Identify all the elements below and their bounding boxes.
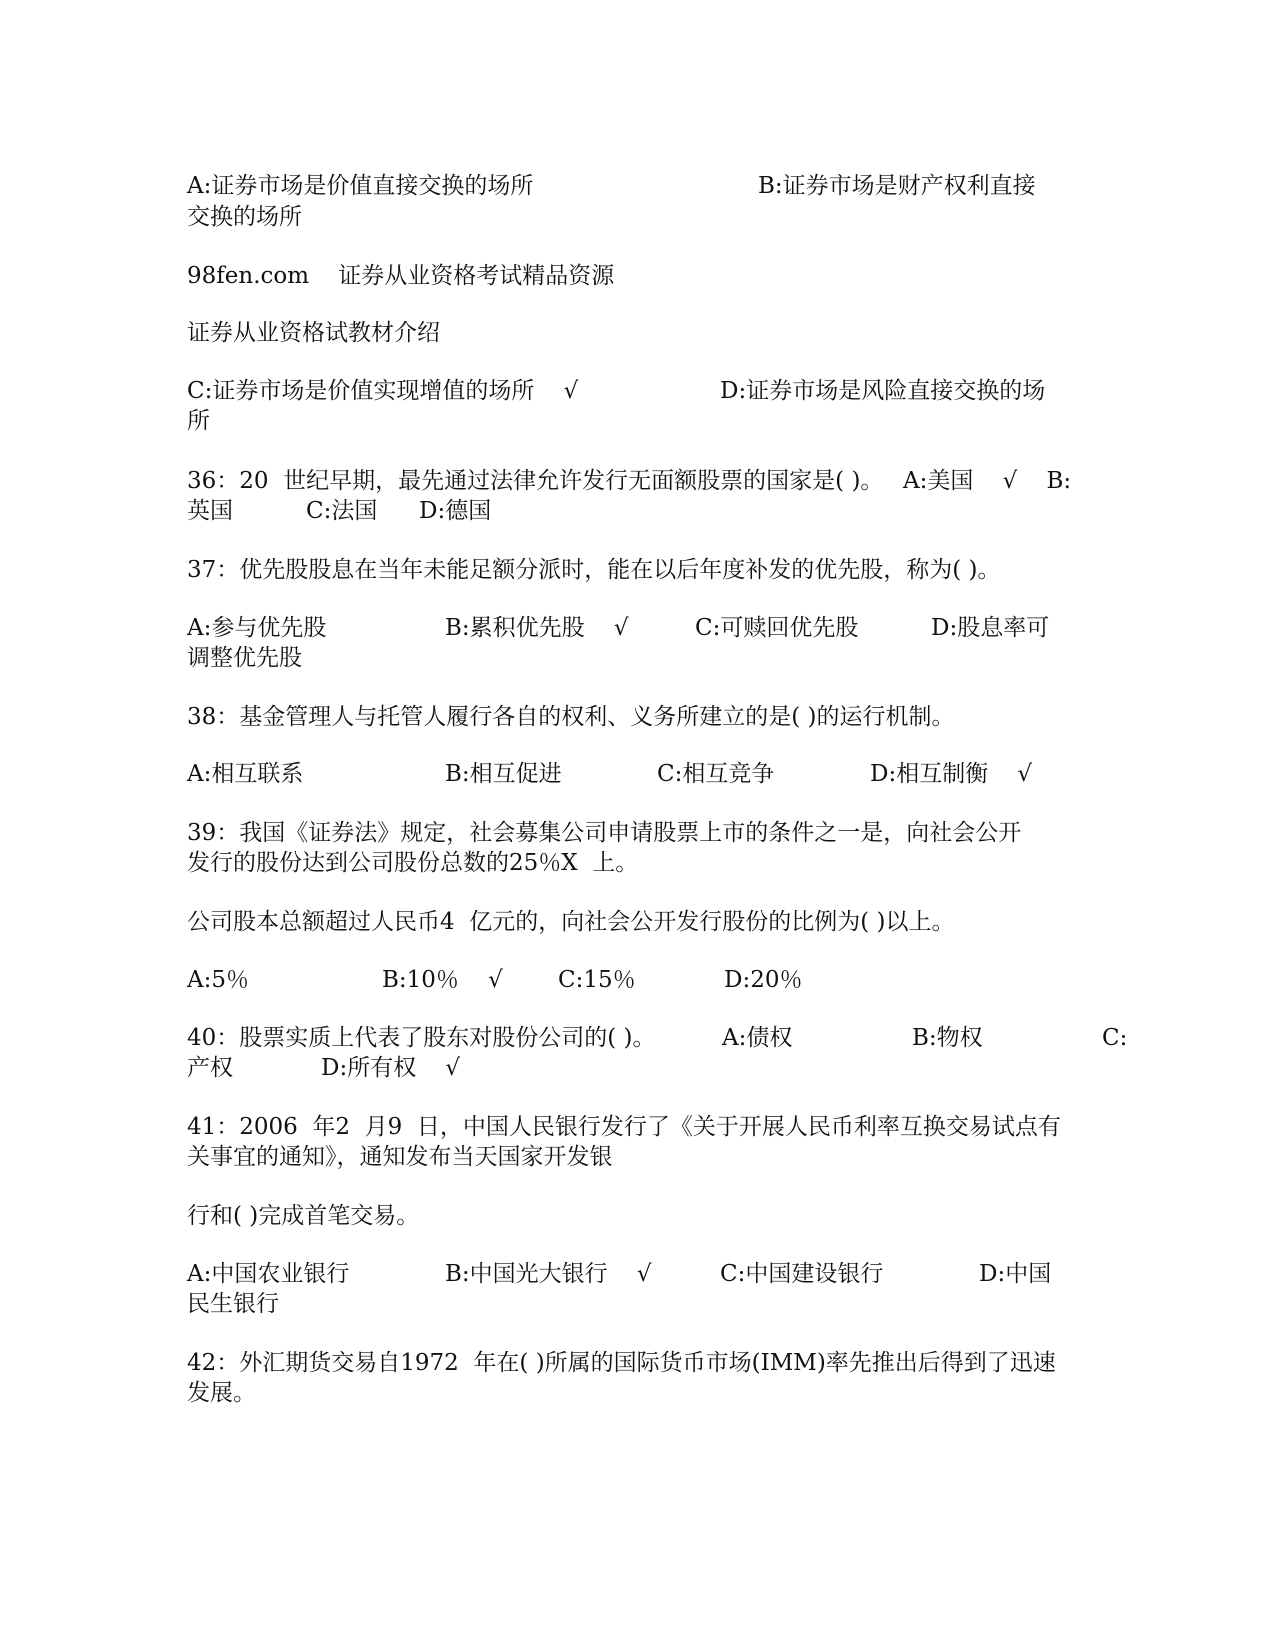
option-b-continued: 交换的场所 (187, 204, 302, 230)
option-c-continued: 产权 (187, 1055, 233, 1081)
question-text-continued: 发展。 (187, 1380, 256, 1406)
option-a: A:5％ (187, 967, 249, 993)
question-text-continued: 公司股本总额超过人民币4 亿元的，向社会公开发行股份的比例为( )以上。 (187, 909, 955, 935)
question-text: 40：股票实质上代表了股东对股份公司的( )。 (187, 1025, 656, 1051)
option-c: C:法国 (306, 498, 378, 524)
option-d: D:20％ (724, 967, 803, 993)
option-b: B:证券市场是财产权利直接 (758, 173, 1036, 199)
option-a: A:参与优先股 (187, 615, 327, 641)
option-d: D:证券市场是风险直接交换的场 (720, 378, 1046, 404)
question-text: 42：外汇期货交易自1972 年在( )所属的国际货币市场(IMM)率先推出后得到了迅速 (187, 1350, 1056, 1376)
option-b: B:中国光大银行 √ (445, 1261, 652, 1287)
option-a: A:相互联系 (187, 761, 304, 787)
option-b: B:物权 (912, 1025, 983, 1051)
option-b-continued: 英国 (187, 498, 233, 524)
question-text: 37：优先股股息在当年未能足额分派时，能在以后年度补发的优先股，称为( )。 (187, 557, 1001, 583)
option-b: B:相互促进 (445, 761, 562, 787)
option-a: A:债权 (722, 1025, 793, 1051)
question-text: 38：基金管理人与托管人履行各自的权利、义务所建立的是( )的运行机制。 (187, 704, 955, 730)
text-line (187, 1377, 256, 1473)
option-b: B:累积优先股 √ (445, 615, 629, 641)
option-d: D:股息率可 (931, 615, 1050, 641)
option-d-continued: 所 (187, 408, 210, 434)
option-b: B:10％ √ (382, 967, 503, 993)
option-d: D:所有权 √ (321, 1055, 461, 1081)
source-note-text: 98fen.com 证券从业资格考试精品资源 (187, 263, 615, 289)
question-text: 41：2006 年2 月9 日，中国人民银行发行了《关于开展人民币利率互换交易试点有 (187, 1114, 1061, 1140)
option-c: C:相互竞争 (657, 761, 775, 787)
option-a: A:证券市场是价值直接交换的场所 (187, 173, 534, 199)
option-d: D:德国 (419, 498, 492, 524)
question-text-continued: 发行的股份达到公司股份总数的25％X 上。 (187, 850, 639, 876)
option-d: D:相互制衡 √ (870, 761, 1033, 787)
option-a: A:中国农业银行 (187, 1261, 350, 1287)
question-text: 39：我国《证券法》规定，社会募集公司申请股票上市的条件之一是，向社会公开 (187, 820, 1022, 846)
option-c: C:可赎回优先股 (695, 615, 859, 641)
option-c: C:中国建设银行 (720, 1261, 884, 1287)
textbook-note-text: 证券从业资格试教材介绍 (187, 320, 440, 346)
option-d-continued: 民生银行 (187, 1291, 279, 1317)
option-d-continued: 调整优先股 (187, 645, 302, 671)
option-c: C:15％ (558, 967, 636, 993)
option-d: D:中国 (979, 1261, 1052, 1287)
option-a: A:美国 √ B: (903, 468, 1072, 494)
question-text-continued: 行和( )完成首笔交易。 (187, 1203, 420, 1229)
question-text: 36：20 世纪早期，最先通过法律允许发行无面额股票的国家是( )。 (187, 468, 884, 494)
question-text-continued: 关事宜的通知》，通知发布当天国家开发银 (187, 1144, 613, 1170)
option-c: C: (1102, 1025, 1128, 1051)
option-c: C:证券市场是价值实现增值的场所 √ (187, 378, 579, 404)
